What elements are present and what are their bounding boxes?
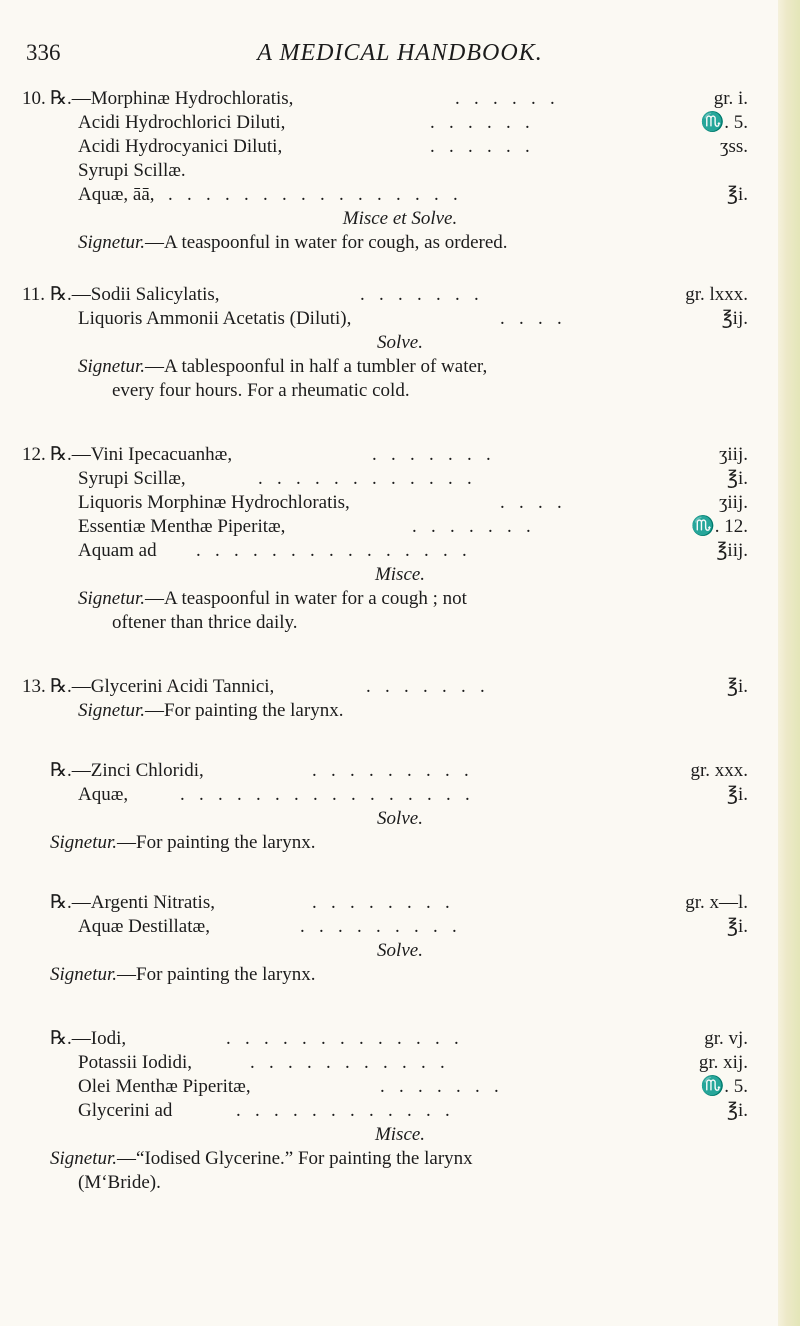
signetur-text: —For painting the larynx. xyxy=(117,832,316,853)
ingredient-line: Aquam ad xyxy=(78,540,157,561)
signetur-line xyxy=(50,1148,473,1170)
ingredient-line: ℞.—Glycerini Acidi Tannici, xyxy=(50,676,275,697)
ingredient-line: Syrupi Scillæ, xyxy=(78,468,186,489)
leader-dots: . . . . . . . xyxy=(366,676,485,697)
signetur-label: Signetur. xyxy=(50,1148,118,1169)
leader-dots: . . . . . . . xyxy=(372,444,491,465)
signetur-continuation: (M‘Bride). xyxy=(78,1172,161,1193)
ingredient-line: ℞.—Vini Ipecacuanhæ, xyxy=(50,444,233,465)
ingredient-line: Aquæ Destillatæ, xyxy=(78,916,210,937)
signetur-label: Signetur. xyxy=(78,356,146,377)
signetur-label: Signetur. xyxy=(50,964,118,985)
ingredient-line: Acidi Hydrochlorici Diluti, xyxy=(78,112,286,133)
signetur-line xyxy=(50,964,315,986)
misce-instruction: Misce et Solve. xyxy=(342,208,458,229)
dose-quantity: ʒss. xyxy=(720,136,748,157)
leader-dots: . . . . . . . xyxy=(380,1076,499,1097)
ingredient-line: Olei Menthæ Piperitæ, xyxy=(78,1076,251,1097)
ingredient-line: Essentiæ Menthæ Piperitæ, xyxy=(78,516,286,537)
ingredient-line: Liquoris Ammonii Acetatis (Diluti), xyxy=(78,308,352,329)
dose-quantity: ℥i. xyxy=(726,184,748,205)
leader-dots: . . . . . . . . . . . . xyxy=(236,1100,450,1121)
solve-instruction: Solve. xyxy=(377,808,423,829)
ingredient-line: Aquæ, āā, xyxy=(78,184,155,205)
signetur-line xyxy=(78,588,467,610)
ingredient-line: Aquæ, xyxy=(78,784,129,805)
dose-quantity: ℥i. xyxy=(726,468,748,489)
leader-dots: . . . . . . . . xyxy=(312,892,450,913)
ingredient-line: Glycerini ad xyxy=(78,1100,173,1121)
leader-dots: . . . . xyxy=(500,492,562,513)
signetur-text: —For painting the larynx. xyxy=(117,964,316,985)
dose-quantity: ℥i. xyxy=(726,1100,748,1121)
signetur-continuation: oftener than thrice daily. xyxy=(112,612,298,633)
signetur-line xyxy=(78,356,487,378)
dose-quantity: ℥ij. xyxy=(721,308,748,329)
signetur-line xyxy=(50,832,315,854)
leader-dots: . . . . . . . . . . . . xyxy=(258,468,472,489)
signetur-label: Signetur. xyxy=(50,832,118,853)
signetur-label: Signetur. xyxy=(78,700,146,721)
recipe-number: 11. xyxy=(22,284,46,305)
signetur-text: —A teaspoonful in water for a cough ; not xyxy=(145,588,467,609)
ingredient-line: ℞.—Zinci Chloridi, xyxy=(50,760,204,781)
leader-dots: . . . . . . . xyxy=(360,284,479,305)
signetur-line xyxy=(78,700,343,722)
leader-dots: . . . . . . . xyxy=(412,516,531,537)
recipe-number: 12. xyxy=(22,444,46,465)
solve-instruction: Solve. xyxy=(377,332,423,353)
leader-dots: . . . . . . . . . . . . . . . xyxy=(196,540,467,561)
dose-quantity: gr. x—l. xyxy=(685,892,748,913)
solve-instruction: Solve. xyxy=(377,940,423,961)
signetur-line xyxy=(78,232,508,254)
signetur-label: Signetur. xyxy=(78,232,146,253)
recipe-number: 10. xyxy=(22,88,46,109)
signetur-text: —A tablespoonful in half a tumbler of water, xyxy=(145,356,488,377)
dose-quantity: gr. xxx. xyxy=(690,760,748,781)
leader-dots: . . . . . . . . . xyxy=(300,916,457,937)
dose-quantity: ʒiij. xyxy=(718,492,748,513)
leader-dots: . . . . . . . . . . . . . xyxy=(226,1028,459,1049)
ingredient-line: ℞.—Sodii Salicylatis, xyxy=(50,284,220,305)
leader-dots: . . . . . . . . . . . . . . . . xyxy=(168,184,458,205)
dose-quantity: gr. lxxx. xyxy=(685,284,748,305)
running-header: A MEDICAL HANDBOOK. xyxy=(257,40,543,66)
dose-quantity: gr. vj. xyxy=(704,1028,748,1049)
dose-quantity: ℥i. xyxy=(726,784,748,805)
dose-quantity: ʒiij. xyxy=(718,444,748,465)
dose-quantity: ♏. 5. xyxy=(700,112,748,133)
ingredient-line: Potassii Iodidi, xyxy=(78,1052,193,1073)
dose-quantity: ℥i. xyxy=(726,916,748,937)
signetur-text: —A teaspoonful in water for cough, as ordered. xyxy=(145,232,508,253)
leader-dots: . . . . . . . . . . . . . . . . xyxy=(180,784,470,805)
ingredient-line: Acidi Hydrocyanici Diluti, xyxy=(78,136,283,157)
leader-dots: . . . . . . xyxy=(455,88,555,109)
dose-quantity: ℥i. xyxy=(726,676,748,697)
dose-quantity: ♏. 5. xyxy=(700,1076,748,1097)
misce-instruction: Misce. xyxy=(374,1124,426,1145)
signetur-continuation: every four hours. For a rheumatic cold. xyxy=(112,380,410,401)
signetur-text: —For painting the larynx. xyxy=(145,700,344,721)
recipe-number: 13. xyxy=(22,676,46,697)
leader-dots: . . . . xyxy=(500,308,562,329)
dose-quantity: ℥iij. xyxy=(716,540,748,561)
ingredient-line: Liquoris Morphinæ Hydrochloratis, xyxy=(78,492,350,513)
ingredient-line: ℞.—Morphinæ Hydrochloratis, xyxy=(50,88,294,109)
signetur-label: Signetur. xyxy=(78,588,146,609)
page-number: 336 xyxy=(26,40,61,65)
dose-quantity: gr. xij. xyxy=(698,1052,748,1073)
leader-dots: . . . . . . xyxy=(430,136,530,157)
signetur-text: —“Iodised Glycerine.” For painting the larynx xyxy=(117,1148,473,1169)
misce-instruction: Misce. xyxy=(374,564,426,585)
leader-dots: . . . . . . xyxy=(430,112,530,133)
dose-quantity: gr. i. xyxy=(713,88,748,109)
ingredient-line: Syrupi Scillæ. xyxy=(78,160,186,181)
leader-dots: . . . . . . . . . xyxy=(312,760,469,781)
leader-dots: . . . . . . . . . . . xyxy=(250,1052,445,1073)
dose-quantity: ♏. 12. xyxy=(691,516,748,537)
ingredient-line: ℞.—Argenti Nitratis, xyxy=(50,892,215,913)
ingredient-line: ℞.—Iodi, xyxy=(50,1028,127,1049)
